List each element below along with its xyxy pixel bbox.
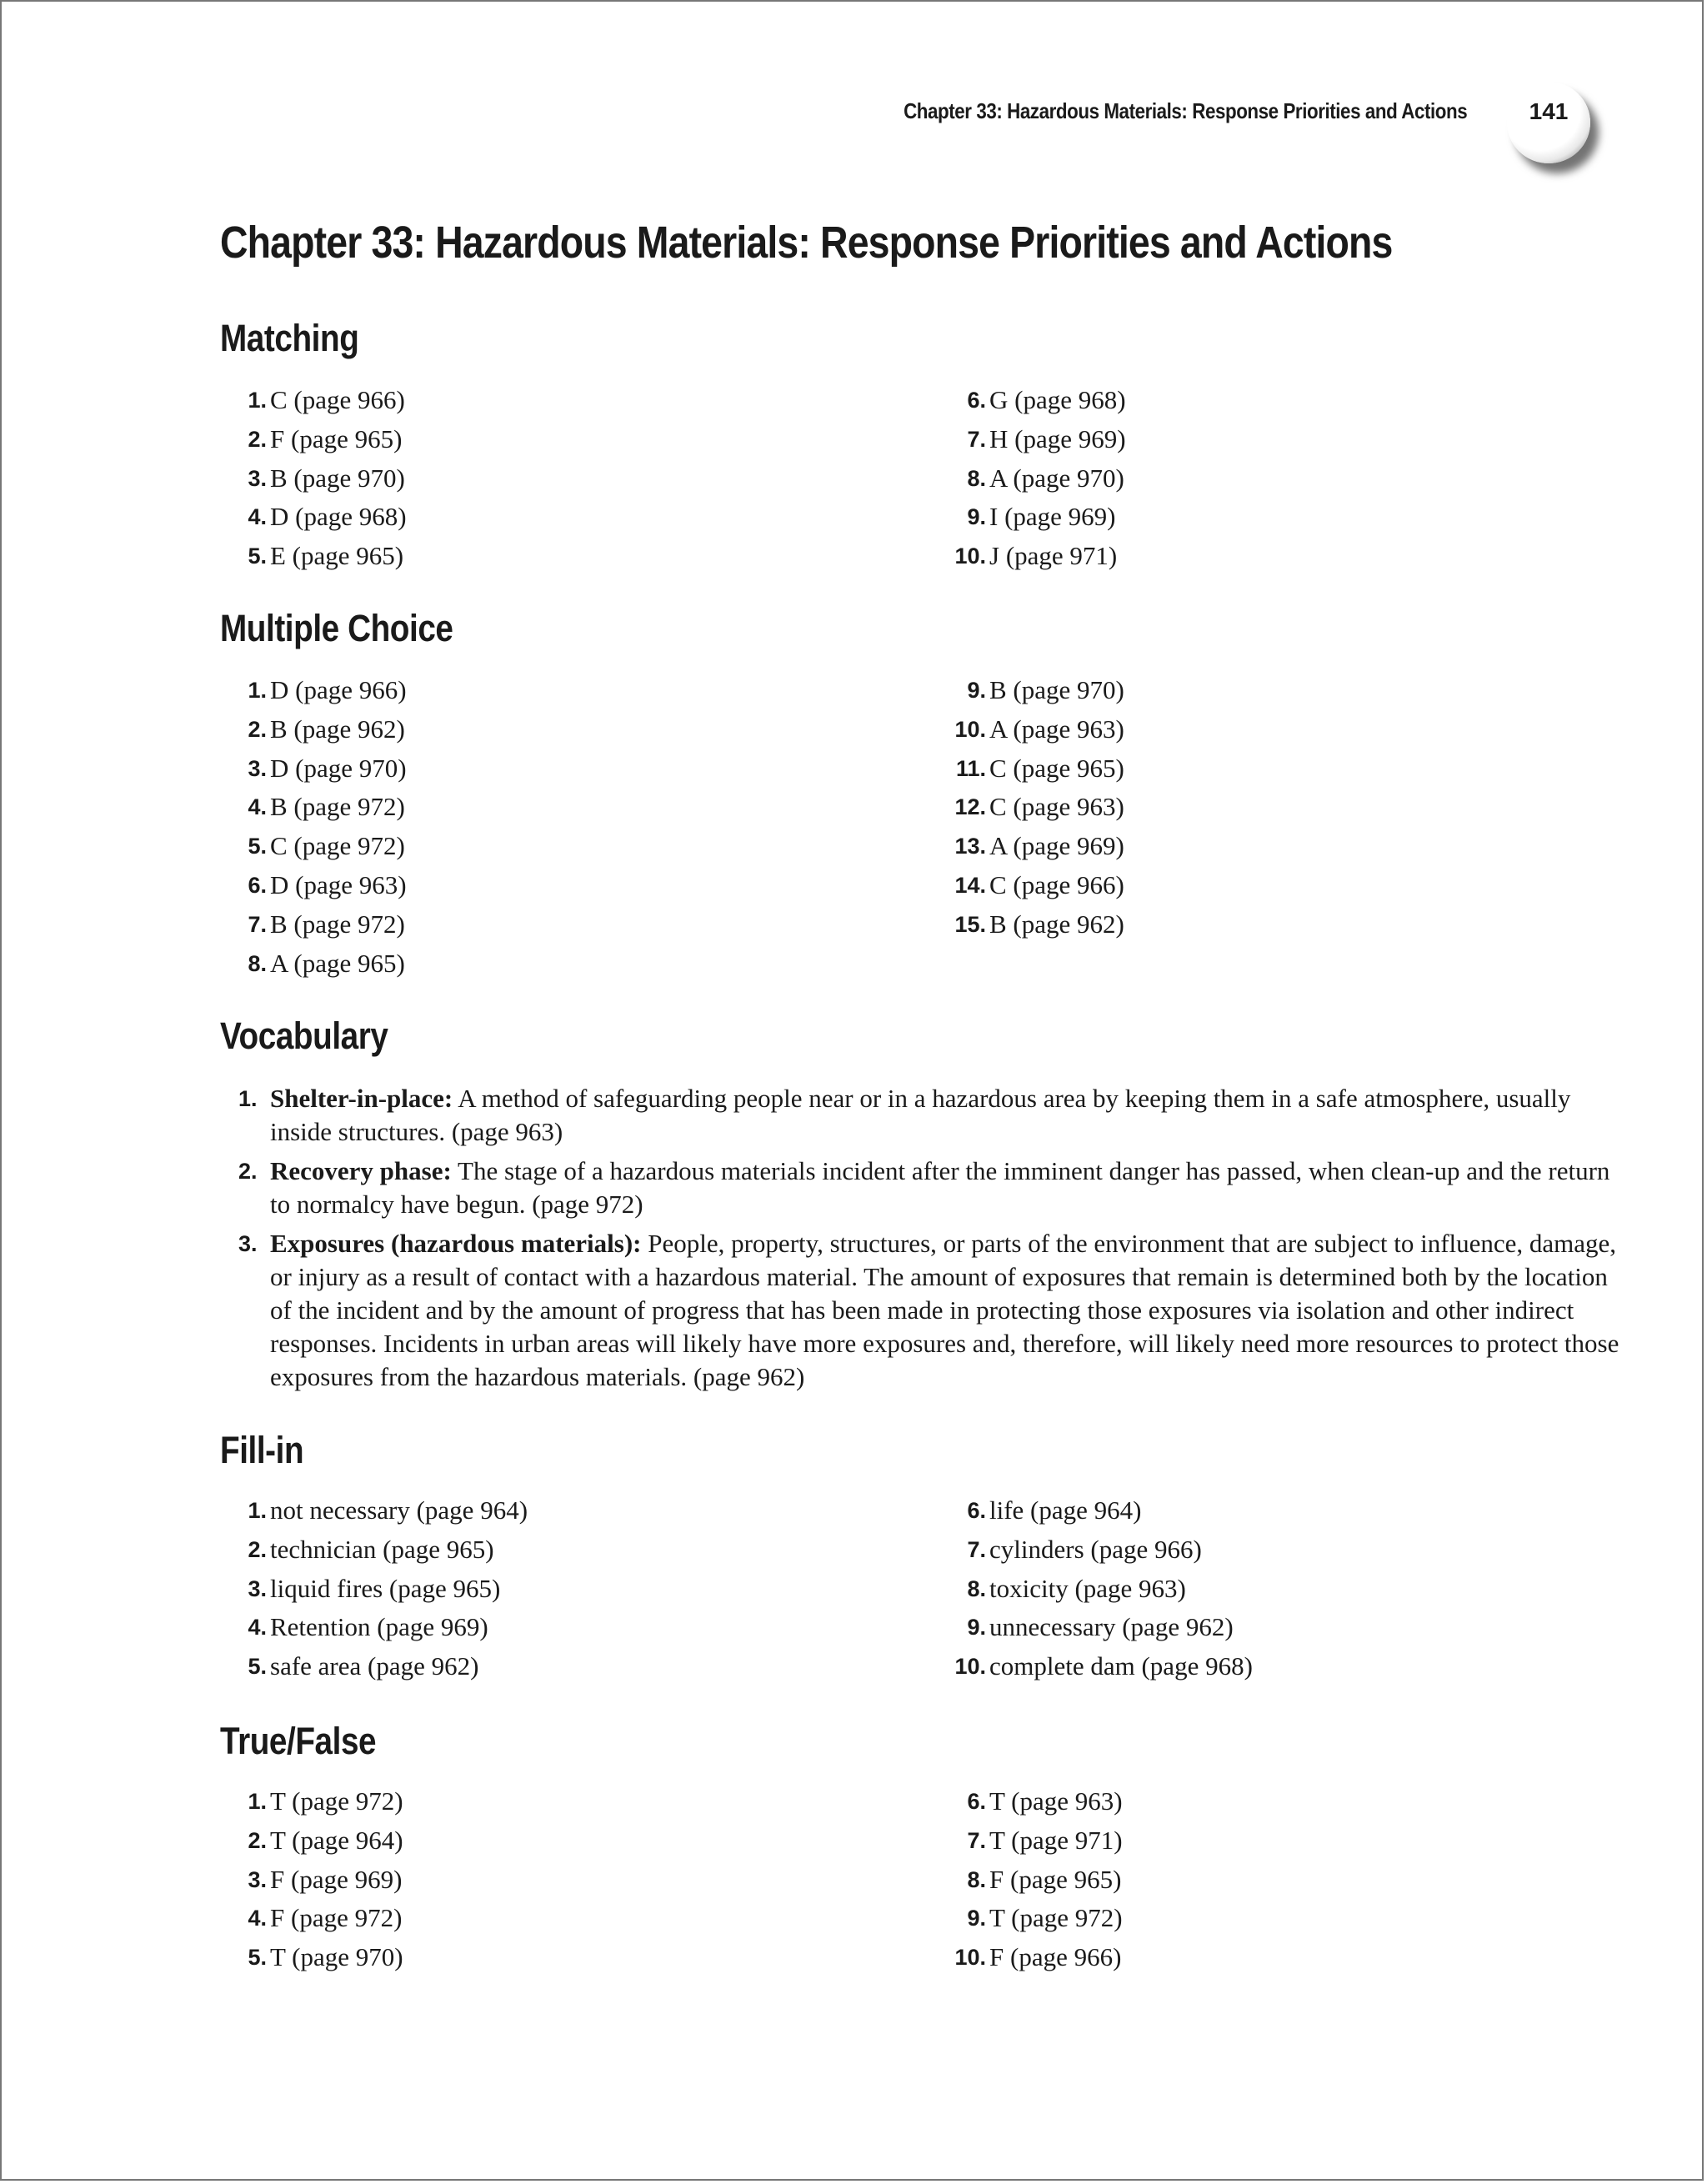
item-number: 7. [967,1827,986,1853]
vocabulary-definition: The stage of a hazardous materials incident after the imminent danger has passed, when clean-up and the return to normalcy have begun. (page 972) [270,1156,1610,1219]
item-number: 1. [238,1086,258,1111]
item-number: 14. [954,872,986,898]
item-number: 3. [248,755,267,781]
answer-text: A (page 969) [989,831,1124,861]
answer-item [220,498,803,537]
section-title-multiple-choice: Multiple Choice [220,607,453,649]
answer-text: not necessary (page 964) [270,1495,528,1525]
item-number: 7. [967,1536,986,1562]
page-number: 141 [1529,98,1569,124]
item-number: 5. [248,1654,267,1680]
item-number: 1. [248,1498,267,1523]
item-number: 2. [248,1536,267,1562]
section-title-true-false: True/False [220,1720,377,1762]
answer-item [220,1861,803,1900]
vocabulary-definition: People, property, structures, or parts of the environment that are subject to influence, damage, or injury as a result of contact with a hazardous material. The amount of exposures that remain is determined both by the location of the incident and by the amount of progress that has been made in protecting those exposures via isolation and other indirect responses. Incidents in urban areas will likely have more exposures and, therefore, will likely need more resources to protect those exposures from the hazardous materials. (page 962) [270,1229,1619,1391]
answer-text: unnecessary (page 962) [989,1612,1234,1642]
answer-item [220,1899,803,1938]
answer-text: B (page 962) [270,714,405,744]
vocabulary-term: Shelter-in-place: [270,1084,453,1113]
answer-item [939,1899,1523,1938]
answer-item [939,1491,1523,1530]
vocabulary-item [220,1082,1620,1149]
answer-item [939,459,1523,498]
answer-text: B (page 970) [989,675,1124,704]
item-number: 1. [248,1789,267,1814]
item-number: 2. [248,716,267,742]
answer-item [220,905,803,944]
answer-item [939,1570,1523,1609]
item-number: 4. [248,794,267,820]
item-number: 6. [967,1498,986,1523]
item-number: 8. [967,465,986,491]
answer-text: liquid fires (page 965) [270,1573,501,1603]
answer-text: D (page 966) [270,675,407,704]
item-number: 9. [967,1906,986,1931]
answer-text: C (page 965) [989,753,1124,783]
answer-text: J (page 971) [989,541,1118,571]
answer-item [220,749,803,789]
item-number: 2. [238,1159,258,1184]
answer-item [220,827,803,866]
item-number: 5. [248,543,267,569]
chapter-title: Chapter 33: Hazardous Materials: Response Priorities and Actions [220,218,1393,268]
true-false-right-column [939,1782,1523,1977]
section-title-matching: Matching [220,317,359,359]
answer-item [939,420,1523,459]
item-number: 7. [248,911,267,937]
answer-text: C (page 966) [989,869,1124,899]
answer-text: T (page 970) [270,1942,403,1972]
answer-text: T (page 972) [270,1786,403,1816]
answer-text: A (page 965) [270,948,405,978]
answer-item [939,1861,1523,1900]
answer-text: E (page 965) [270,541,404,571]
answer-text: B (page 962) [989,909,1124,939]
answer-text: B (page 972) [270,909,405,939]
item-number: 6. [967,1789,986,1814]
answer-text: T (page 971) [989,1825,1123,1855]
answer-text: technician (page 965) [270,1534,494,1564]
answer-item [220,866,803,905]
answer-item [220,537,803,576]
running-header: Chapter 33: Hazardous Materials: Response Priorities and Actions [903,98,1467,123]
answer-item [939,1782,1523,1821]
item-number: 1. [248,678,267,703]
matching-right-column [939,381,1523,576]
answer-item [939,827,1523,866]
item-number: 8. [967,1575,986,1601]
matching-left-column [220,381,803,576]
answer-item [939,866,1523,905]
multiple-choice-right-column [939,671,1523,944]
answer-item [939,1647,1523,1686]
answer-text: H (page 969) [989,423,1126,453]
answer-item [939,537,1523,576]
item-number: 5. [248,1945,267,1971]
answer-text: Retention (page 969) [270,1612,488,1642]
answer-item [220,1570,803,1609]
answer-text: D (page 963) [270,869,407,899]
item-number: 15. [954,911,986,937]
answer-text: complete dam (page 968) [989,1651,1253,1681]
item-number: 6. [967,388,986,413]
fill-in-left-column [220,1491,803,1686]
item-number: 10. [954,1654,986,1680]
answer-item [220,420,803,459]
answer-item [220,1530,803,1570]
answer-text: cylinders (page 966) [989,1534,1202,1564]
answer-text: G (page 968) [989,385,1126,414]
answer-item [939,788,1523,827]
vocabulary-item [220,1227,1620,1394]
item-number: 2. [248,426,267,452]
item-number: 12. [954,794,986,820]
answer-text: A (page 963) [989,714,1124,744]
item-number: 10. [954,543,986,569]
answer-item [939,381,1523,420]
answer-text: A (page 970) [989,463,1124,493]
answer-text: safe area (page 962) [270,1651,479,1681]
item-number: 10. [954,716,986,742]
item-number: 10. [954,1945,986,1971]
item-number: 11. [955,755,986,781]
section-title-vocabulary: Vocabulary [220,1014,388,1057]
answer-text: D (page 970) [270,753,407,783]
item-number: 3. [248,1575,267,1601]
item-number: 3. [248,465,267,491]
answer-text: B (page 970) [270,463,405,493]
answer-text: F (page 965) [989,1864,1122,1894]
answer-text: D (page 968) [270,502,407,532]
answer-item [939,710,1523,749]
item-number: 9. [967,678,986,703]
answer-text: C (page 972) [270,831,405,861]
answer-item [220,710,803,749]
answer-item [220,1821,803,1861]
answer-text: C (page 963) [989,792,1124,822]
answer-text: T (page 964) [270,1825,403,1855]
answer-text: toxicity (page 963) [989,1573,1186,1603]
answer-item [939,498,1523,537]
section-title-fill-in: Fill-in [220,1429,304,1471]
page-number-badge [1507,82,1590,163]
item-number: 1. [248,388,267,413]
item-number: 2. [248,1827,267,1853]
answer-item [939,749,1523,789]
answer-item [220,1938,803,1977]
item-number: 13. [954,834,986,859]
answer-item [220,459,803,498]
multiple-choice-left-column [220,671,803,983]
answer-item [939,1608,1523,1647]
answer-item [939,1821,1523,1861]
answer-text: F (page 972) [270,1903,403,1933]
answer-text: F (page 966) [989,1942,1122,1972]
answer-item [220,1647,803,1686]
fill-in-right-column [939,1491,1523,1686]
item-number: 9. [967,504,986,530]
item-number: 7. [967,426,986,452]
answer-text: I (page 969) [989,502,1116,532]
answer-item [220,1782,803,1821]
answer-text: T (page 963) [989,1786,1123,1816]
vocabulary-definition: A method of safeguarding people near or in a hazardous area by keeping them in a safe atmosphere, usually inside structures. (page 963) [270,1084,1571,1146]
answer-text: B (page 972) [270,792,405,822]
answer-item [220,788,803,827]
answer-item [939,671,1523,710]
item-number: 6. [248,872,267,898]
item-number: 4. [248,1906,267,1931]
answer-item [939,1530,1523,1570]
item-number: 5. [248,834,267,859]
true-false-left-column [220,1782,803,1977]
vocabulary-term: Exposures (hazardous materials): [270,1229,642,1258]
item-number: 3. [238,1231,258,1256]
answer-text: C (page 966) [270,385,405,414]
vocabulary-item [220,1155,1620,1221]
answer-item [939,1938,1523,1977]
answer-text: T (page 972) [989,1903,1123,1933]
answer-item [939,905,1523,944]
answer-item [220,1491,803,1530]
item-number: 9. [967,1615,986,1641]
item-number: 4. [248,504,267,530]
item-number: 4. [248,1615,267,1641]
answer-item [220,381,803,420]
answer-item [220,1608,803,1647]
answer-text: life (page 964) [989,1495,1142,1525]
answer-item [220,671,803,710]
answer-text: F (page 965) [270,423,403,453]
answer-item [220,944,803,984]
item-number: 8. [967,1866,986,1892]
vocabulary-term: Recovery phase: [270,1156,452,1185]
answer-text: F (page 969) [270,1864,403,1894]
item-number: 3. [248,1866,267,1892]
vocabulary-list [220,1082,1620,1400]
item-number: 8. [248,950,267,976]
